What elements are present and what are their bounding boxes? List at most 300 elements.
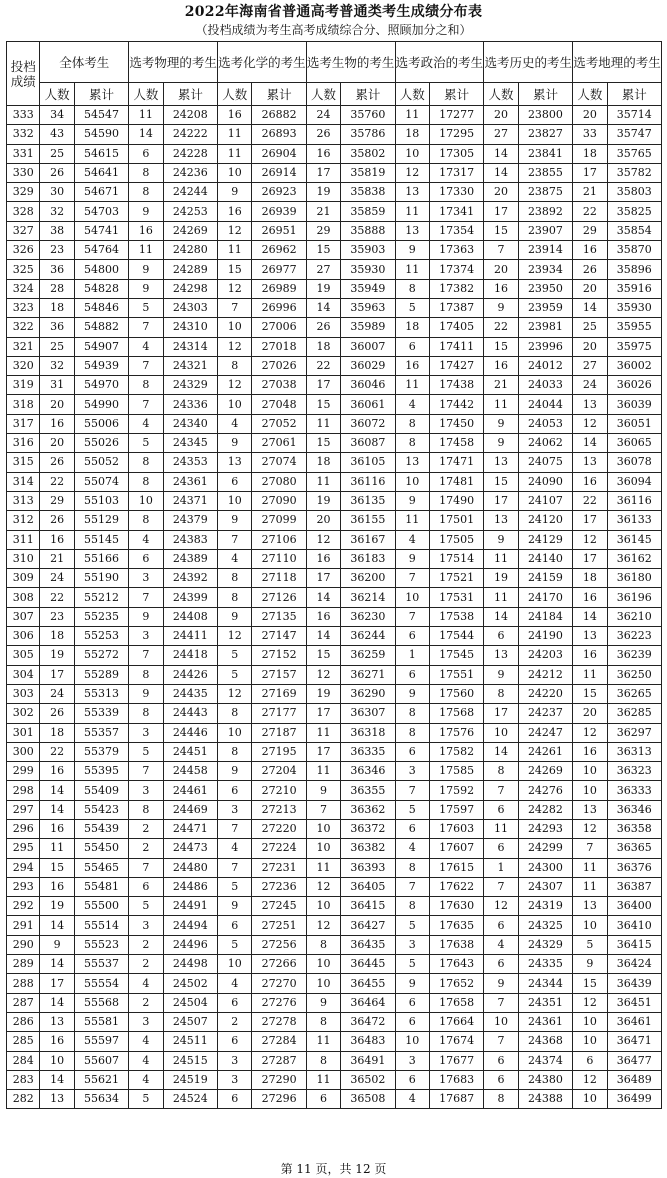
count-cell: 20 — [573, 279, 607, 298]
count-cell: 13 — [573, 395, 607, 414]
cumulative-cell: 17622 — [430, 877, 484, 896]
count-cell: 6 — [484, 627, 518, 646]
cumulative-cell: 27147 — [252, 627, 306, 646]
cumulative-cell: 36472 — [341, 1012, 395, 1031]
count-cell: 5 — [129, 897, 163, 916]
count-cell: 12 — [484, 897, 518, 916]
cumulative-cell: 24282 — [518, 800, 572, 819]
count-cell: 14 — [484, 607, 518, 626]
count-cell: 8 — [395, 858, 429, 877]
cumulative-cell: 55409 — [74, 781, 128, 800]
cumulative-cell: 24519 — [163, 1070, 217, 1089]
cumulative-cell: 24418 — [163, 646, 217, 665]
table-row — [7, 1051, 662, 1070]
cumulative-cell: 24368 — [518, 1032, 572, 1051]
count-cell: 9 — [129, 260, 163, 279]
cumulative-cell: 36026 — [607, 376, 661, 395]
cumulative-cell: 36290 — [341, 684, 395, 703]
cumulative-cell: 55074 — [74, 472, 128, 491]
count-cell: 17 — [573, 549, 607, 568]
cumulative-cell: 24408 — [163, 607, 217, 626]
count-cell: 8 — [129, 665, 163, 684]
cumulative-cell: 24361 — [163, 472, 217, 491]
table-row — [7, 762, 662, 781]
cumulative-cell: 17643 — [430, 955, 484, 974]
count-cell: 16 — [573, 241, 607, 260]
count-cell: 6 — [217, 1090, 251, 1109]
count-cell: 17 — [306, 569, 340, 588]
cumulative-cell: 17277 — [430, 106, 484, 125]
count-cell: 3 — [217, 1070, 251, 1089]
count-cell: 7 — [484, 241, 518, 260]
table-row — [7, 607, 662, 626]
score-cell: 299 — [7, 762, 40, 781]
score-cell: 326 — [7, 241, 40, 260]
cumulative-cell: 36116 — [341, 472, 395, 491]
cumulative-cell: 24237 — [518, 704, 572, 723]
cumulative-cell: 27187 — [252, 723, 306, 742]
count-cell: 25 — [40, 337, 74, 356]
cumulative-cell: 36439 — [607, 974, 661, 993]
cumulative-header: 累计 — [74, 83, 128, 106]
cumulative-cell: 17630 — [430, 897, 484, 916]
count-cell: 5 — [395, 800, 429, 819]
cumulative-cell: 36039 — [607, 395, 661, 414]
cumulative-cell: 24319 — [518, 897, 572, 916]
cumulative-cell: 24253 — [163, 202, 217, 221]
count-cell: 6 — [484, 800, 518, 819]
count-cell: 2 — [129, 935, 163, 954]
count-cell: 13 — [573, 800, 607, 819]
count-cell: 3 — [129, 569, 163, 588]
cumulative-cell: 17458 — [430, 434, 484, 453]
table-row — [7, 1032, 662, 1051]
cumulative-cell: 36445 — [341, 955, 395, 974]
cumulative-cell: 36230 — [341, 607, 395, 626]
cumulative-cell: 55439 — [74, 819, 128, 838]
cumulative-cell: 36483 — [341, 1032, 395, 1051]
score-cell: 300 — [7, 742, 40, 761]
count-cell: 4 — [484, 935, 518, 954]
cumulative-cell: 24269 — [163, 221, 217, 240]
cumulative-cell: 17330 — [430, 183, 484, 202]
count-cell: 26 — [40, 511, 74, 530]
score-cell: 312 — [7, 511, 40, 530]
count-cell: 10 — [129, 491, 163, 510]
count-cell: 15 — [484, 221, 518, 240]
count-cell: 16 — [40, 414, 74, 433]
count-cell: 10 — [395, 472, 429, 491]
cumulative-cell: 26951 — [252, 221, 306, 240]
cumulative-cell: 55465 — [74, 858, 128, 877]
cumulative-cell: 24340 — [163, 414, 217, 433]
cumulative-cell: 24033 — [518, 376, 572, 395]
cumulative-cell: 17585 — [430, 762, 484, 781]
cumulative-cell: 17317 — [430, 163, 484, 182]
cumulative-cell: 17531 — [430, 588, 484, 607]
cumulative-cell: 17544 — [430, 627, 484, 646]
count-cell: 16 — [217, 106, 251, 125]
score-cell: 284 — [7, 1051, 40, 1070]
count-cell: 13 — [40, 1090, 74, 1109]
count-cell: 17 — [573, 511, 607, 530]
count-header: 人数 — [395, 83, 429, 106]
count-cell: 3 — [129, 916, 163, 935]
count-cell: 3 — [129, 1012, 163, 1031]
cumulative-cell: 24494 — [163, 916, 217, 935]
count-cell: 4 — [395, 395, 429, 414]
cumulative-cell: 36471 — [607, 1032, 661, 1051]
cumulative-cell: 55481 — [74, 877, 128, 896]
cumulative-cell: 27018 — [252, 337, 306, 356]
count-cell: 4 — [129, 337, 163, 356]
cumulative-cell: 36250 — [607, 665, 661, 684]
count-cell: 7 — [484, 781, 518, 800]
count-cell: 10 — [217, 395, 251, 414]
count-cell: 22 — [573, 491, 607, 510]
group-header-physics: 选考物理的考生 — [129, 42, 218, 83]
count-cell: 4 — [217, 974, 251, 993]
count-cell: 7 — [306, 800, 340, 819]
table-row — [7, 530, 662, 549]
group-header-politics: 选考政治的考生 — [395, 42, 484, 83]
cumulative-cell: 24184 — [518, 607, 572, 626]
count-cell: 14 — [40, 993, 74, 1012]
count-cell: 20 — [306, 511, 340, 530]
cumulative-cell: 24247 — [518, 723, 572, 742]
count-cell: 4 — [129, 530, 163, 549]
count-cell: 6 — [395, 337, 429, 356]
cumulative-cell: 24443 — [163, 704, 217, 723]
cumulative-cell: 35747 — [607, 125, 661, 144]
count-cell: 6 — [217, 472, 251, 491]
count-cell: 10 — [217, 723, 251, 742]
cumulative-cell: 54547 — [74, 106, 128, 125]
cumulative-cell: 23892 — [518, 202, 572, 221]
cumulative-cell: 36167 — [341, 530, 395, 549]
cumulative-cell: 27284 — [252, 1032, 306, 1051]
table-row — [7, 144, 662, 163]
cumulative-cell: 54741 — [74, 221, 128, 240]
cumulative-cell: 35930 — [341, 260, 395, 279]
table-row — [7, 414, 662, 433]
count-cell: 11 — [395, 202, 429, 221]
count-cell: 16 — [306, 144, 340, 163]
count-cell: 10 — [40, 1051, 74, 1070]
cumulative-cell: 24075 — [518, 453, 572, 472]
count-cell: 5 — [129, 1090, 163, 1109]
cumulative-cell: 24220 — [518, 684, 572, 703]
count-cell: 6 — [395, 742, 429, 761]
cumulative-cell: 27213 — [252, 800, 306, 819]
group-header-biology: 选考生物的考生 — [306, 42, 395, 83]
score-cell: 286 — [7, 1012, 40, 1031]
cumulative-cell: 36376 — [607, 858, 661, 877]
cumulative-cell: 17597 — [430, 800, 484, 819]
count-cell: 9 — [40, 935, 74, 954]
cumulative-cell: 36087 — [341, 434, 395, 453]
count-cell: 19 — [484, 569, 518, 588]
cumulative-cell: 24498 — [163, 955, 217, 974]
count-cell: 7 — [129, 762, 163, 781]
table-row — [7, 646, 662, 665]
count-cell: 9 — [306, 993, 340, 1012]
cumulative-cell: 54590 — [74, 125, 128, 144]
cumulative-cell: 23950 — [518, 279, 572, 298]
count-cell: 4 — [395, 839, 429, 858]
count-cell: 2 — [129, 993, 163, 1012]
count-cell: 6 — [395, 1012, 429, 1031]
table-row — [7, 877, 662, 896]
table-row — [7, 279, 662, 298]
cumulative-cell: 17560 — [430, 684, 484, 703]
count-cell: 15 — [484, 472, 518, 491]
cumulative-cell: 23996 — [518, 337, 572, 356]
count-cell: 20 — [573, 704, 607, 723]
score-cell: 317 — [7, 414, 40, 433]
cumulative-cell: 35802 — [341, 144, 395, 163]
count-cell: 20 — [40, 395, 74, 414]
count-cell: 12 — [573, 1070, 607, 1089]
cumulative-cell: 17295 — [430, 125, 484, 144]
cumulative-cell: 36489 — [607, 1070, 661, 1089]
count-cell: 10 — [217, 163, 251, 182]
cumulative-header: 累计 — [341, 83, 395, 106]
cumulative-cell: 36461 — [607, 1012, 661, 1031]
cumulative-cell: 17305 — [430, 144, 484, 163]
cumulative-cell: 54970 — [74, 376, 128, 395]
count-cell: 6 — [395, 993, 429, 1012]
cumulative-cell: 55339 — [74, 704, 128, 723]
count-cell: 29 — [306, 221, 340, 240]
cumulative-cell: 24383 — [163, 530, 217, 549]
count-cell: 5 — [395, 916, 429, 935]
count-cell: 11 — [484, 395, 518, 414]
cumulative-cell: 36333 — [607, 781, 661, 800]
cumulative-cell: 26989 — [252, 279, 306, 298]
cumulative-cell: 24458 — [163, 762, 217, 781]
count-cell: 10 — [573, 1090, 607, 1109]
cumulative-cell: 24090 — [518, 472, 572, 491]
score-distribution-table — [6, 41, 662, 1109]
cumulative-cell: 54615 — [74, 144, 128, 163]
cumulative-cell: 55597 — [74, 1032, 128, 1051]
count-cell: 14 — [40, 955, 74, 974]
cumulative-cell: 24053 — [518, 414, 572, 433]
cumulative-cell: 17471 — [430, 453, 484, 472]
cumulative-cell: 24344 — [518, 974, 572, 993]
cumulative-cell: 54703 — [74, 202, 128, 221]
count-cell: 7 — [129, 356, 163, 375]
table-row — [7, 125, 662, 144]
count-cell: 8 — [217, 588, 251, 607]
cumulative-cell: 23907 — [518, 221, 572, 240]
count-cell: 11 — [306, 472, 340, 491]
count-cell: 8 — [129, 376, 163, 395]
cumulative-cell: 35714 — [607, 106, 661, 125]
cumulative-cell: 27220 — [252, 819, 306, 838]
cumulative-cell: 24298 — [163, 279, 217, 298]
cumulative-cell: 17677 — [430, 1051, 484, 1070]
cumulative-cell: 36424 — [607, 955, 661, 974]
cumulative-cell: 55523 — [74, 935, 128, 954]
table-row — [7, 491, 662, 510]
cumulative-cell: 24469 — [163, 800, 217, 819]
cumulative-cell: 17683 — [430, 1070, 484, 1089]
table-row — [7, 723, 662, 742]
cumulative-cell: 17514 — [430, 549, 484, 568]
cumulative-cell: 17582 — [430, 742, 484, 761]
cumulative-cell: 17521 — [430, 569, 484, 588]
count-cell: 16 — [306, 549, 340, 568]
table-row — [7, 163, 662, 182]
cumulative-cell: 36318 — [341, 723, 395, 742]
count-cell: 15 — [484, 337, 518, 356]
cumulative-cell: 27236 — [252, 877, 306, 896]
count-cell: 18 — [40, 298, 74, 317]
cumulative-cell: 17652 — [430, 974, 484, 993]
cumulative-cell: 24446 — [163, 723, 217, 742]
count-cell: 12 — [573, 723, 607, 742]
cumulative-cell: 24236 — [163, 163, 217, 182]
count-cell: 33 — [573, 125, 607, 144]
count-cell: 6 — [484, 1051, 518, 1070]
cumulative-cell: 36183 — [341, 549, 395, 568]
count-cell: 1 — [484, 858, 518, 877]
cumulative-cell: 24129 — [518, 530, 572, 549]
count-cell: 14 — [573, 434, 607, 453]
cumulative-header: 累计 — [607, 83, 661, 106]
cumulative-cell: 24299 — [518, 839, 572, 858]
count-cell: 16 — [573, 742, 607, 761]
count-cell: 11 — [573, 665, 607, 684]
count-cell: 22 — [573, 202, 607, 221]
cumulative-cell: 27290 — [252, 1070, 306, 1089]
count-cell: 6 — [129, 549, 163, 568]
cumulative-cell: 26882 — [252, 106, 306, 125]
count-cell: 38 — [40, 221, 74, 240]
cumulative-cell: 27110 — [252, 549, 306, 568]
cumulative-cell: 36372 — [341, 819, 395, 838]
count-cell: 17 — [306, 163, 340, 182]
subheader-row — [7, 83, 662, 106]
count-cell: 9 — [484, 974, 518, 993]
count-cell: 6 — [395, 665, 429, 684]
cumulative-cell: 26893 — [252, 125, 306, 144]
cumulative-cell: 24374 — [518, 1051, 572, 1070]
count-cell: 7 — [217, 858, 251, 877]
table-row — [7, 684, 662, 703]
count-cell: 12 — [306, 877, 340, 896]
cumulative-cell: 36007 — [341, 337, 395, 356]
cumulative-cell: 55607 — [74, 1051, 128, 1070]
count-cell: 22 — [40, 588, 74, 607]
cumulative-cell: 36451 — [607, 993, 661, 1012]
cumulative-cell: 24222 — [163, 125, 217, 144]
cumulative-cell: 27152 — [252, 646, 306, 665]
score-cell: 323 — [7, 298, 40, 317]
cumulative-cell: 23934 — [518, 260, 572, 279]
score-cell: 296 — [7, 819, 40, 838]
cumulative-cell: 36415 — [341, 897, 395, 916]
count-cell: 9 — [484, 298, 518, 317]
score-cell: 330 — [7, 163, 40, 182]
cumulative-cell: 24451 — [163, 742, 217, 761]
count-cell: 36 — [40, 318, 74, 337]
cumulative-cell: 55253 — [74, 627, 128, 646]
score-cell: 289 — [7, 955, 40, 974]
score-cell: 304 — [7, 665, 40, 684]
score-cell: 294 — [7, 858, 40, 877]
count-cell: 22 — [40, 742, 74, 761]
count-cell: 12 — [306, 530, 340, 549]
table-row — [7, 202, 662, 221]
cumulative-cell: 36210 — [607, 607, 661, 626]
score-cell: 308 — [7, 588, 40, 607]
count-cell: 15 — [306, 395, 340, 414]
count-cell: 8 — [395, 897, 429, 916]
count-cell: 9 — [395, 491, 429, 510]
cumulative-cell: 23959 — [518, 298, 572, 317]
count-cell: 9 — [129, 279, 163, 298]
cumulative-cell: 36078 — [607, 453, 661, 472]
count-cell: 8 — [217, 356, 251, 375]
cumulative-cell: 36180 — [607, 569, 661, 588]
count-cell: 10 — [484, 723, 518, 742]
count-cell: 26 — [306, 125, 340, 144]
count-cell: 16 — [573, 646, 607, 665]
count-cell: 11 — [573, 858, 607, 877]
cumulative-cell: 54846 — [74, 298, 128, 317]
cumulative-cell: 36387 — [607, 877, 661, 896]
count-cell: 9 — [217, 762, 251, 781]
cumulative-cell: 24107 — [518, 491, 572, 510]
cumulative-cell: 24228 — [163, 144, 217, 163]
count-cell: 29 — [573, 221, 607, 240]
group-header-geography: 选考地理的考生 — [573, 42, 662, 83]
cumulative-cell: 55289 — [74, 665, 128, 684]
count-cell: 10 — [217, 955, 251, 974]
count-cell: 20 — [40, 434, 74, 453]
count-cell: 7 — [129, 588, 163, 607]
score-cell: 320 — [7, 356, 40, 375]
count-cell: 17 — [484, 491, 518, 510]
cumulative-cell: 27177 — [252, 704, 306, 723]
cumulative-cell: 24269 — [518, 762, 572, 781]
cumulative-cell: 24300 — [518, 858, 572, 877]
count-cell: 4 — [217, 414, 251, 433]
count-cell: 7 — [573, 839, 607, 858]
count-cell: 3 — [395, 1051, 429, 1070]
table-row — [7, 318, 662, 337]
score-cell: 316 — [7, 434, 40, 453]
score-cell: 305 — [7, 646, 40, 665]
table-row — [7, 858, 662, 877]
count-cell: 8 — [129, 163, 163, 182]
count-cell: 5 — [217, 877, 251, 896]
count-cell: 13 — [395, 453, 429, 472]
cumulative-cell: 27256 — [252, 935, 306, 954]
cumulative-cell: 35765 — [607, 144, 661, 163]
count-cell: 8 — [395, 414, 429, 433]
cumulative-cell: 17635 — [430, 916, 484, 935]
cumulative-cell: 24507 — [163, 1012, 217, 1031]
cumulative-cell: 27026 — [252, 356, 306, 375]
count-cell: 8 — [395, 279, 429, 298]
count-cell: 17 — [306, 376, 340, 395]
cumulative-cell: 27099 — [252, 511, 306, 530]
count-cell: 24 — [40, 684, 74, 703]
